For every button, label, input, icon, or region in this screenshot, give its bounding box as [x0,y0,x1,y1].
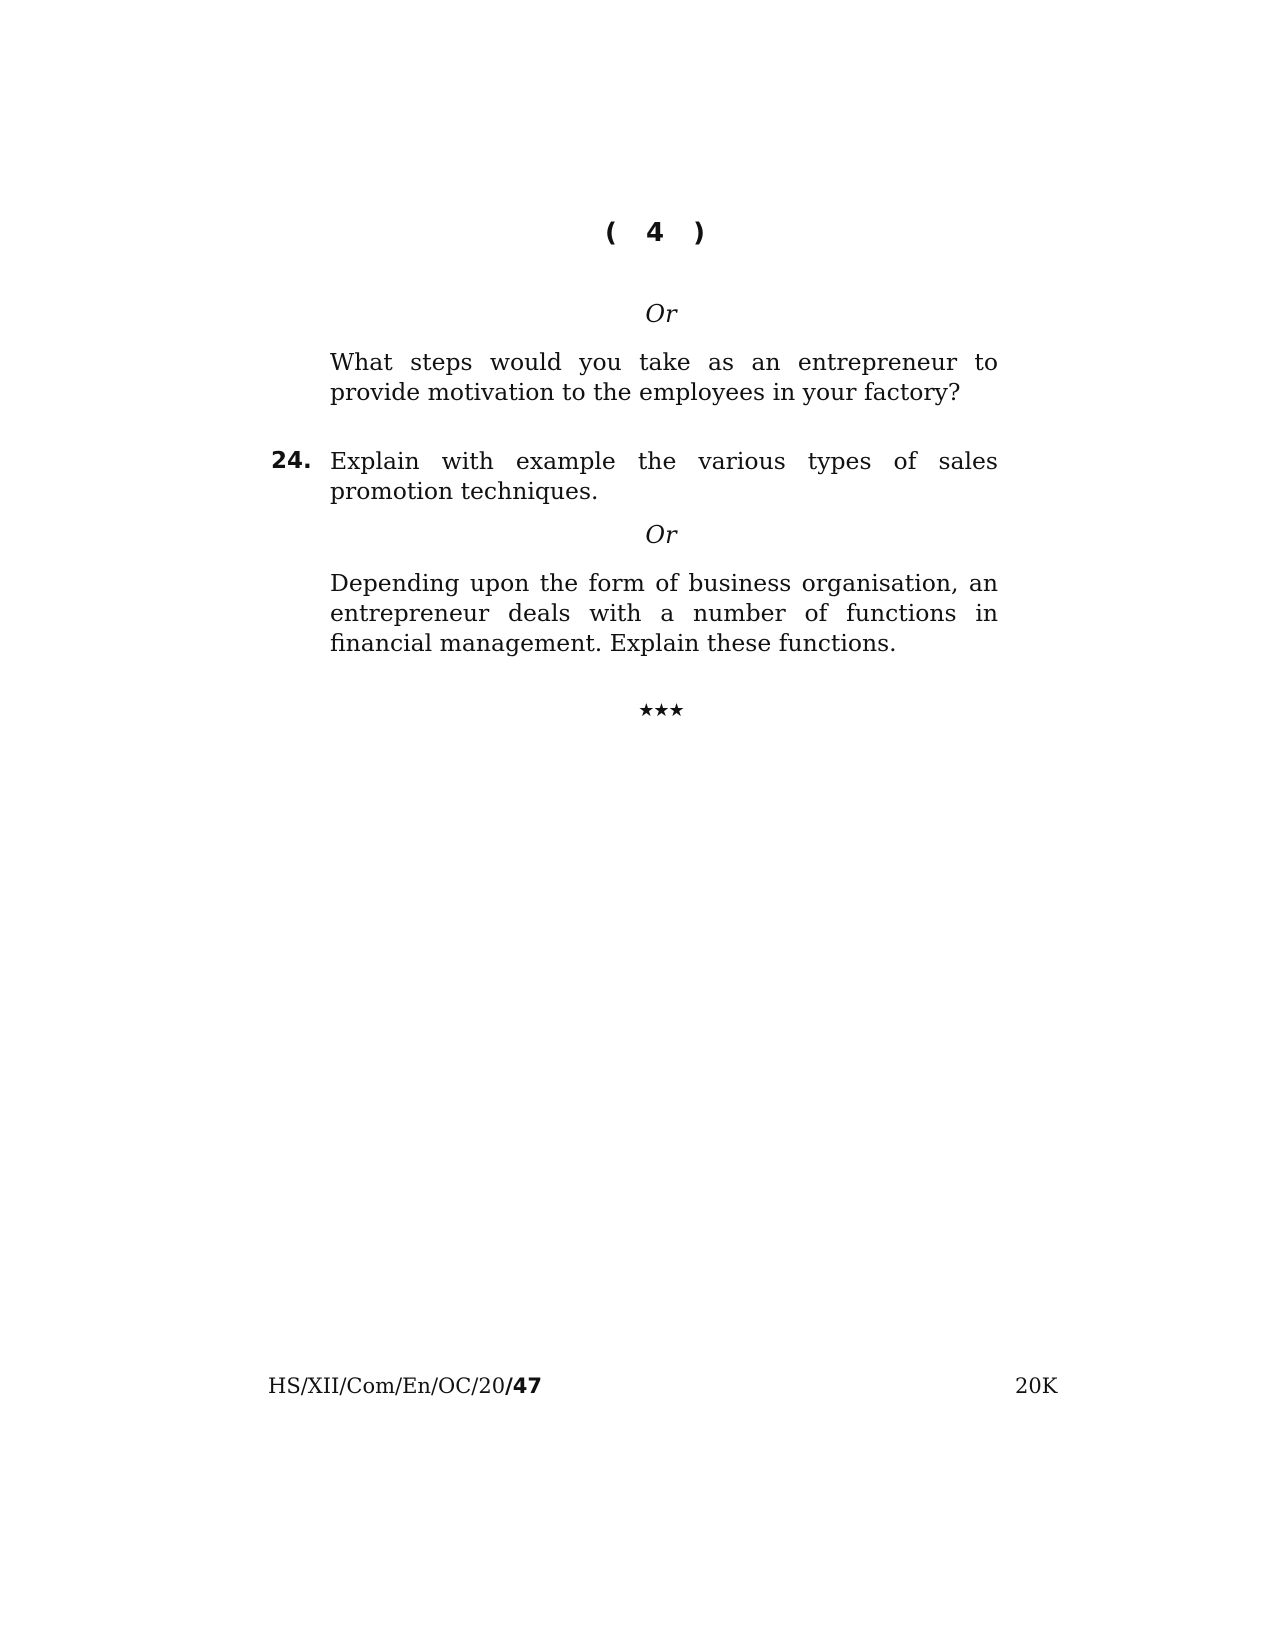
footer-paper-code [268,1374,542,1398]
or-label-q24: Or [645,521,677,549]
question-number-24: 24. [271,448,312,474]
or-label-q23: Or [645,300,677,328]
q24-alternative-text: Depending upon the form of business organisation, an entrepreneur deals with a number of functions in financial management. Explain these functions. [330,569,998,657]
q24-text: Explain with example the various types of sales promotion techniques. [330,447,998,505]
q23-alternative-text: What steps would you take as an entrepreneur to provide motivation to the employees in your factory? [330,348,998,406]
page-number: ( 4 ) [605,218,715,248]
footer-copies: 20K [1015,1374,1058,1398]
footer-code-suffix: /47 [505,1374,543,1398]
footer-code-prefix: HS/XII/Com/En/OC/20 [268,1374,506,1398]
end-stars: ★★★ [638,700,684,721]
